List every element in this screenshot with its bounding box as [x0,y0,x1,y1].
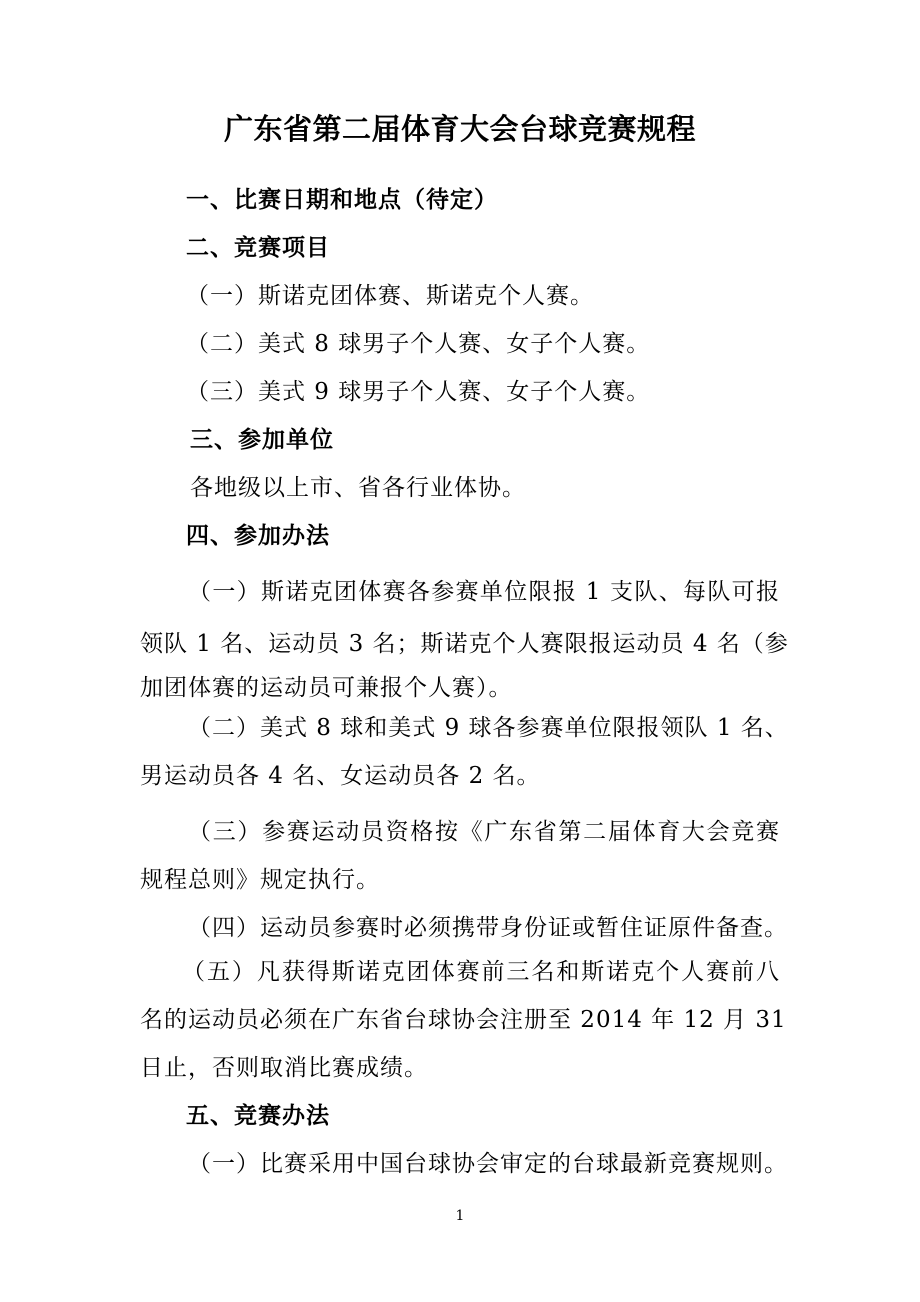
section-4-item-5-line-3: 日止，否则取消比赛成绩。 [140,1055,428,1081]
section-4-item-2-line-2: 男运动员各 4 名、女运动员各 2 名。 [140,763,541,789]
section-2-heading: 二、竞赛项目 [186,235,330,261]
section-4-item-1-line-3: 加团体赛的运动员可兼报个人赛）。 [140,675,513,701]
section-1-heading: 一、比赛日期和地点（待定） [186,187,498,213]
section-4-item-3-line-1: （三）参赛运动员资格按《广东省第二届体育大会竞赛 [188,819,780,845]
document-title: 广东省第二届体育大会台球竞赛规程 [223,112,696,146]
section-4-item-3-line-2: 规程总则》规定执行。 [140,867,380,893]
section-4-item-1-line-1: （一）斯诺克团体赛各参赛单位限报 1 支队、每队可报 [188,579,780,605]
section-4-item-2-line-1: （二）美式 8 球和美式 9 球各参赛单位限报领队 1 名、 [188,715,789,741]
section-5-heading: 五、竞赛办法 [186,1103,330,1129]
section-2-item-2: （二）美式 8 球男子个人赛、女子个人赛。 [186,331,651,357]
page-number: 1 [455,1208,465,1224]
section-4-item-5-line-1: （五）凡获得斯诺克团体赛前三名和斯诺克个人赛前八 [182,959,780,985]
section-4-item-4: （四）运动员参赛时必须携带身份证或暂住证原件备查。 [188,915,788,941]
section-5-item-1: （一）比赛采用中国台球协会审定的台球最新竞赛规则。 [188,1151,788,1177]
section-3-text: 各地级以上市、省各行业体协。 [190,475,526,501]
section-4-heading: 四、参加办法 [186,523,330,549]
section-2-item-3: （三）美式 9 球男子个人赛、女子个人赛。 [186,379,651,405]
section-4-item-5-line-2: 名的运动员必须在广东省台球协会注册至 2014 年 12 月 31 [140,1007,787,1033]
section-3-heading: 三、参加单位 [190,427,334,453]
section-2-item-1: （一）斯诺克团体赛、斯诺克个人赛。 [186,283,594,309]
section-4-item-1-line-2: 领队 1 名、运动员 3 名；斯诺克个人赛限报运动员 4 名（参 [140,631,789,657]
